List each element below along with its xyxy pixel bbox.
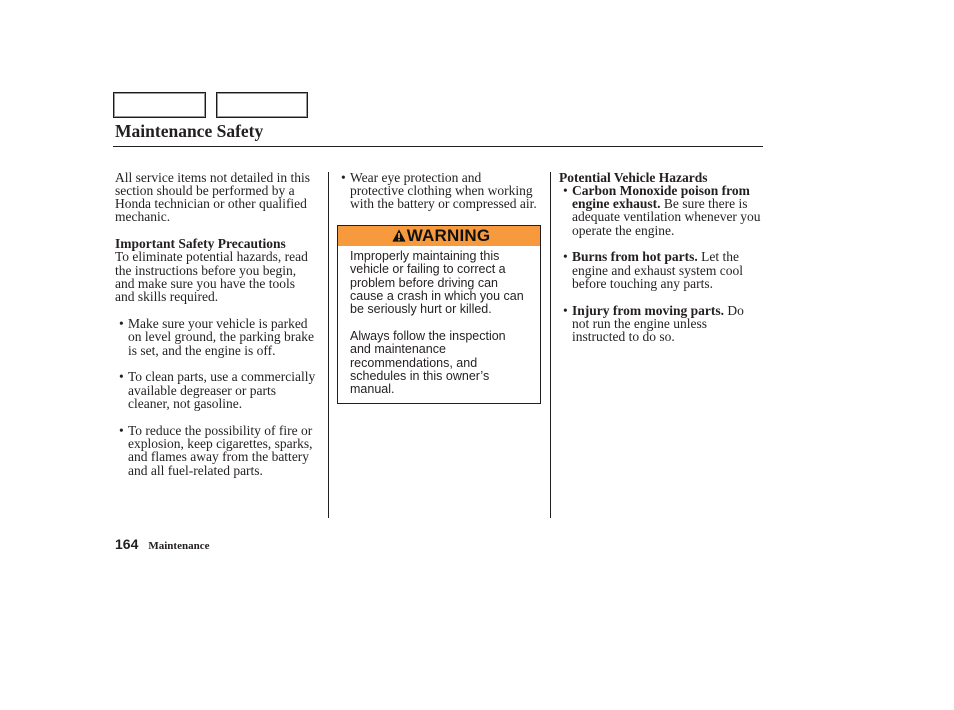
column-right [559, 171, 764, 344]
text-line: • To reduce the possibility of fire or [128, 422, 313, 438]
text-line: problem before driving can [350, 275, 498, 290]
nav-box-1[interactable] [113, 92, 206, 118]
text-line: operate the engine. [572, 222, 675, 238]
text-line: not run the engine unless [572, 316, 707, 332]
text-line: section should be performed by a [115, 182, 295, 198]
text-line: Always follow the inspection [350, 328, 506, 343]
text-line: instructed to do so. [572, 329, 675, 345]
text-line: adequate ventilation whenever you [572, 209, 761, 225]
safety-precautions-section [115, 237, 325, 304]
text-line: schedules in this owner’s [350, 368, 490, 383]
text-line: All service items not detailed in this [115, 169, 310, 185]
section-heading: Potential Vehicle Hazards [559, 169, 708, 185]
hazard-title: Injury from moving parts. [572, 302, 725, 318]
text-line: and skills required. [115, 289, 219, 305]
column-middle [337, 171, 547, 211]
hazard-text: Be sure there is [663, 196, 748, 212]
text-line [572, 304, 764, 317]
section-name: Maintenance [148, 540, 210, 552]
text-line: • To clean parts, use a commercially [128, 369, 316, 385]
hazard-title: engine exhaust. [572, 196, 661, 212]
hazard-title: Burns from hot parts. [572, 249, 698, 265]
hazard-item [559, 184, 764, 237]
page-number: 164 [115, 536, 139, 552]
bullet-item [337, 171, 547, 211]
text-line: and flames away from the battery [128, 449, 310, 465]
text-line: and maintenance [350, 342, 446, 357]
text-line: and all fuel-related parts. [128, 462, 263, 478]
bullet-item [115, 370, 325, 410]
hazard-text: Let the [701, 249, 739, 265]
warning-label: WARNING [406, 226, 491, 245]
intro-paragraph [115, 171, 325, 224]
warning-icon [392, 229, 406, 242]
title-rule [113, 146, 763, 147]
text-line [572, 184, 764, 197]
warning-box [337, 225, 541, 404]
text-line: recommendations, and [350, 355, 478, 370]
text-line: be seriously hurt or killed. [350, 302, 492, 317]
text-line: on level ground, the parking brake [128, 329, 314, 345]
column-left [115, 171, 325, 478]
bullet-item [115, 424, 325, 477]
text-line: with the battery or compressed air. [350, 196, 537, 212]
text-line: vehicle or failing to correct a [350, 262, 506, 277]
hazard-item [559, 304, 764, 344]
column-divider [550, 172, 551, 518]
text-line: Honda technician or other qualified [115, 196, 307, 212]
text-line: engine and exhaust system cool [572, 262, 743, 278]
text-line [572, 197, 764, 210]
text-line: • Make sure your vehicle is parked [128, 316, 308, 332]
warning-header [338, 226, 540, 246]
page-title: Maintenance Safety [115, 121, 264, 141]
text-line: cause a crash in which you can [350, 288, 524, 303]
text-line: explosion, keep cigarettes, sparks, [128, 436, 313, 452]
section-heading: Important Safety Precautions [115, 236, 286, 252]
warning-body [338, 246, 540, 397]
nav-box-2[interactable] [216, 92, 308, 118]
hazard-item [559, 250, 764, 290]
hazard-text: Do [727, 302, 744, 318]
text-line: the instructions before you begin, [115, 262, 297, 278]
text-line: is set, and the engine is off. [128, 342, 276, 358]
text-line: manual. [350, 382, 395, 397]
text-line: cleaner, not gasoline. [128, 396, 243, 412]
column-divider [328, 172, 329, 518]
text-line: mechanic. [115, 209, 171, 225]
text-line: • Wear eye protection and [350, 169, 482, 185]
text-line: To eliminate potential hazards, read [115, 249, 308, 265]
warning-paragraph [350, 330, 540, 397]
text-line: Improperly maintaining this [350, 249, 500, 263]
hazard-title: Carbon Monoxide poison from [572, 182, 750, 198]
bullet-item [115, 317, 325, 357]
text-line: available degreaser or parts [128, 382, 277, 398]
text-line: before touching any parts. [572, 276, 713, 292]
warning-paragraph [350, 250, 540, 317]
text-line: protective clothing when working [350, 182, 533, 198]
text-line: and make sure you have the tools [115, 276, 295, 292]
page-footer [115, 536, 209, 554]
text-line [572, 250, 764, 263]
